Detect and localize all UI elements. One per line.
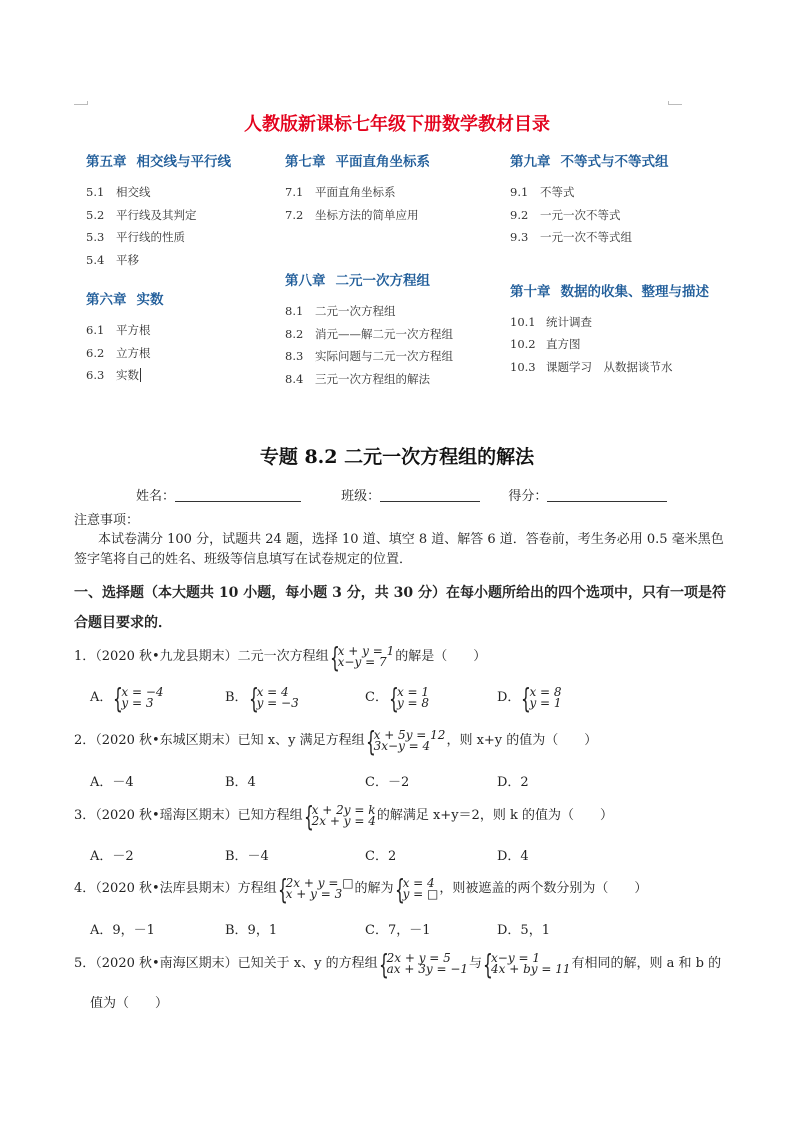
option-b[interactable]: B．－4 [225,849,269,864]
score-label: 得分： [508,489,548,504]
chapter-heading: 第六章 实数 [86,292,164,308]
notice-heading: 注意事项： [74,513,140,528]
chapter-heading: 第八章 二元一次方程组 [285,273,430,289]
section-item: 5.1 相交线 [86,185,151,199]
section-item: 9.3 一元一次不等式组 [510,230,632,244]
section-item: 10.2 直方图 [510,337,581,351]
section-item: 6.1 平方根 [86,323,151,337]
toc-column-2 [285,150,453,393]
option-a[interactable]: A． { x = −4 y = 3 [90,681,164,715]
section-item: 10.1 统计调查 [510,314,592,329]
toc-title: 人教版新课标七年级下册数学教材目录 [244,114,550,135]
toc-column-1 [86,150,231,390]
equation-system: { x + 5y = 12 3x−y = 4 [365,724,446,758]
option-b[interactable]: B．9，1 [225,923,278,938]
section-item: 9.2 一元一次不等式 [510,207,621,222]
section-item: 10.3 课题学习 从数据谈节水 [510,359,673,374]
chapter-heading: 第五章 相交线与平行线 [86,154,231,170]
section-item: 8.4 三元一次方程组的解法 [285,371,430,386]
option-d[interactable]: D．2 [497,775,529,790]
toc-column-3 [510,150,709,381]
question-3: 3．（2020 秋•瑶海区期末）已知方程组 { x + 2y = k 2x + y = 4 的解满足 x+y＝2，则 k 的值为（ ） [74,799,613,833]
crop-mark-left [74,104,88,105]
equation-system: { x + 2y = k 2x + y = 4 [303,799,376,833]
section-item: 7.2 坐标方法的简单应用 [285,207,419,222]
option-c[interactable]: C． { x = 1 y = 8 [365,681,430,715]
question-4: 4．（2020 秋•法库县期末）方程组 { 2x + y = □ x + y = 3 的解为 { x = 4 y = □ ，则被遮盖的两个数分别为（ ） [74,872,648,906]
section-heading: 一、选择题（本大题共 10 小题，每小题 3 分，共 30 分）在每小题所给出的四个选项中，只有一项是符合题目要求的． [74,585,726,631]
name-label: 姓名： [136,489,176,504]
section-item: 9.1 不等式 [510,185,575,199]
section-item: 8.1 二元一次方程组 [285,304,396,318]
option-c[interactable]: C．2 [365,849,397,864]
section-item: 6.2 立方根 [86,345,151,360]
option-c[interactable]: C．7，－1 [365,923,431,938]
section-item: 5.3 平行线的性质 [86,230,185,244]
section-item: 6.3 实数 [86,368,139,382]
chapter-heading: 第九章 不等式与不等式组 [510,154,669,170]
crop-mark-right [668,104,682,105]
student-info-row [136,485,667,504]
class-blank[interactable] [380,489,480,502]
question-5: 5．（2020 秋•南海区期末）已知关于 x、y 的方程组 { 2x + y = 5 ax + 3y = −1 与 { x−y = 1 4x + by = 11 有相同的解，则 a 和 b 的 [74,947,722,981]
notice-text: 本试卷满分 100 分，试题共 24 题，选择 10 道、填空 8 道、解答 6 道．答卷前，考生务必用 0.5 毫米黑色签字笔将自己的姓名、班级等信息填写在试卷规定的位置． [74,532,724,567]
chapter-heading: 第十章 数据的收集、整理与描述 [510,283,709,300]
section-item: 8.3 实际问题与二元一次方程组 [285,349,453,363]
name-blank[interactable] [175,489,301,502]
equation-system: { x + y = 1 x−y = 7 [329,640,395,674]
score-blank[interactable] [547,489,667,502]
question-2: 2．（2020 秋•东城区期末）已知 x、y 满足方程组 { x + 5y = 12 3x−y = 4 ，则 x+y 的值为（ ） [74,724,598,758]
section-item: 7.1 平面直角坐标系 [285,185,396,199]
option-d[interactable]: D．4 [497,849,529,864]
chapter-heading: 第七章 平面直角坐标系 [285,154,430,170]
option-b[interactable]: B．4 [225,775,256,790]
equation-system: { 2x + y = 5 ax + 3y = −1 [378,947,469,981]
question-5-line-2: 值为（ ） [90,996,169,1011]
option-d[interactable]: D．5，1 [497,923,550,938]
solution-system: { x = 4 y = □ [394,872,439,906]
section-item: 8.2 消元——解二元一次方程组 [285,326,453,341]
option-d[interactable]: D． { x = 8 y = 1 [497,681,562,715]
option-c[interactable]: C．－2 [365,775,410,790]
option-a[interactable]: A．－2 [90,849,134,864]
option-a[interactable]: A．9，－1 [90,923,155,938]
equation-system: { 2x + y = □ x + y = 3 [277,872,354,906]
paper-title: 专题 8.2 二元一次方程组的解法 [259,446,535,468]
question-1: 1．（2020 秋•九龙县期末）二元一次方程组 { x + y = 1 x−y = 7 的解是（ ） [74,640,487,674]
section-item: 5.4 平移 [86,252,139,267]
option-a[interactable]: A．－4 [90,775,134,790]
section-item: 5.2 平行线及其判定 [86,207,197,222]
option-b[interactable]: B． { x = 4 y = −3 [225,681,299,715]
class-label: 班级： [341,489,381,504]
equation-system-2: { x−y = 1 4x + by = 11 [483,947,571,981]
